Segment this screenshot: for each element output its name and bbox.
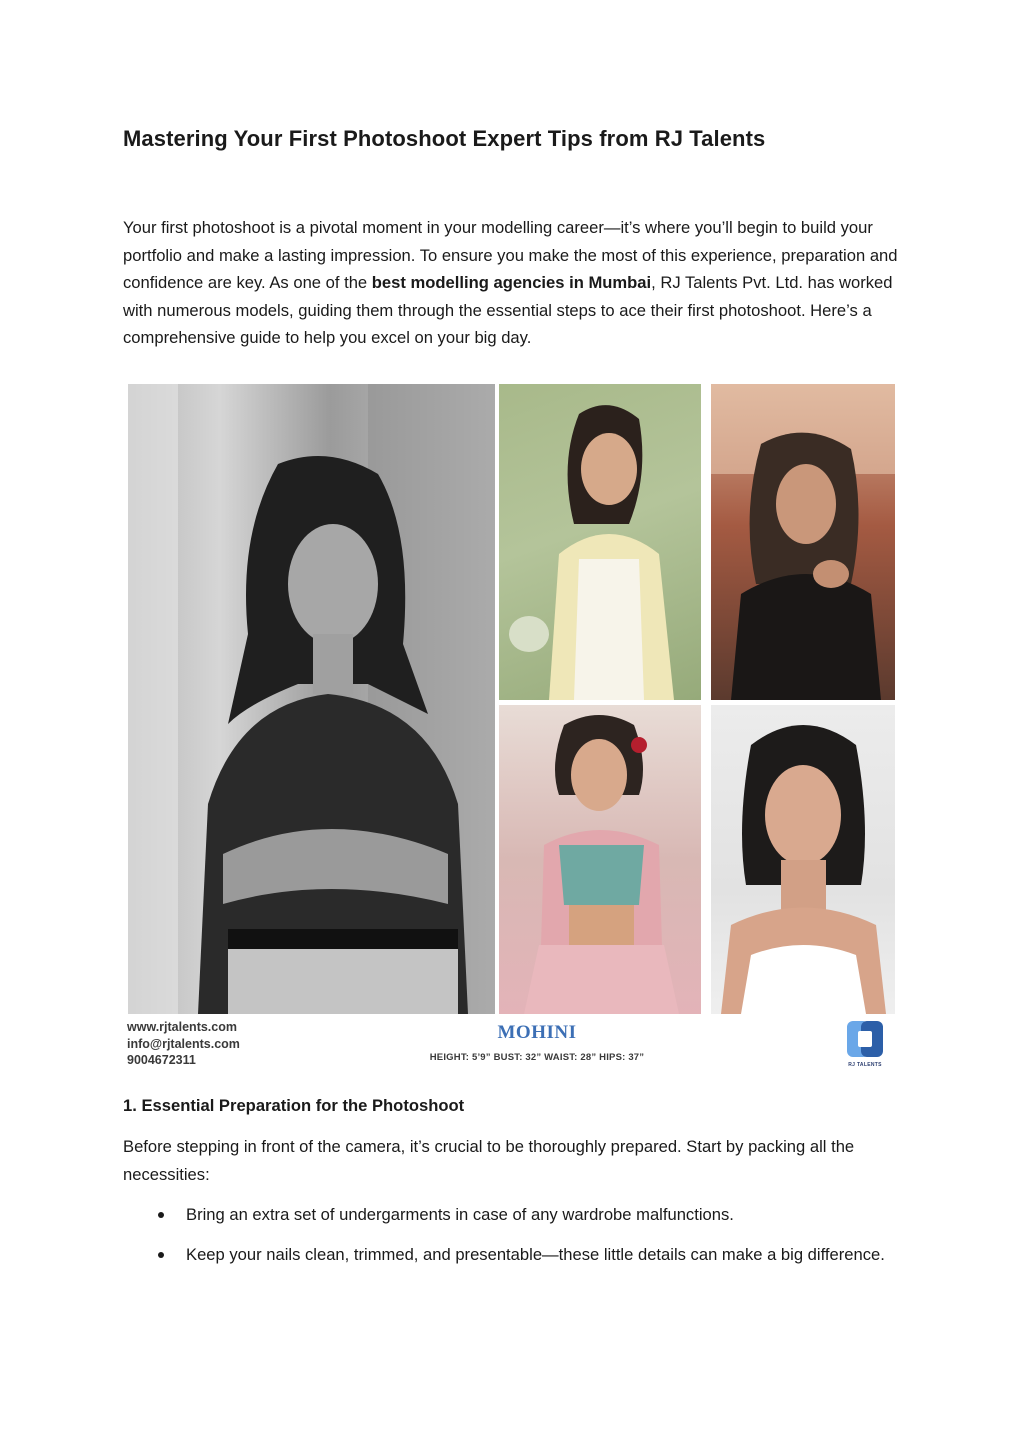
section-heading: 1. Essential Preparation for the Photoshoot [123, 1096, 465, 1115]
photo-white-background [711, 705, 895, 1014]
photo-green-background [499, 384, 701, 700]
logo-caption: RJ TALENTS [848, 1062, 882, 1068]
website-text: www.rjtalents.com [127, 1020, 237, 1034]
rj-logo-icon [845, 1019, 885, 1059]
agency-logo [839, 1019, 889, 1071]
bullet-icon [158, 1252, 164, 1258]
model-figure-icon [499, 705, 701, 1014]
model-name: MOHINI [497, 1022, 577, 1043]
list-item [123, 1241, 899, 1269]
model-stats: HEIGHT: 5’9” BUST: 32” WAIST: 28” HIPS: 37” [429, 1052, 645, 1063]
portrait-silhouette-icon [128, 384, 495, 1014]
list-item-text: Bring an extra set of undergarments in case of any wardrobe malfunctions. [186, 1205, 734, 1224]
bullet-icon [158, 1212, 164, 1218]
tips-list [123, 1201, 899, 1280]
phone-text: 9004672311 [127, 1053, 196, 1067]
model-figure-icon [499, 384, 701, 700]
section-paragraph: Before stepping in front of the camera, it’s crucial to be thoroughly prepared. Start by packing all the necessities: [123, 1137, 855, 1184]
model-figure-icon [711, 384, 895, 700]
list-item-text: Keep your nails clean, trimmed, and presentable—these little details can make a big difference. [186, 1244, 885, 1264]
intro-text-2: , RJ Talents Pvt. Ltd. has worked with numerous models, guiding them through the essential steps to ace their first photoshoot. Here’s a comprehensive guide to help you excel on your big day. [123, 273, 893, 348]
contact-info [127, 1019, 240, 1069]
intro-bold-link: best modelling agencies in Mumbai [371, 273, 652, 293]
photo-cafe-background [711, 384, 895, 700]
email-text: info@rjtalents.com [127, 1036, 240, 1051]
article-title: Mastering Your First Photoshoot Expert Tips from RJ Talents [123, 126, 766, 151]
model-figure-icon [711, 705, 895, 1014]
model-comp-card [127, 383, 895, 1073]
intro-text-1: Your first photoshoot is a pivotal moment in your modelling career—it’s where you’ll begin to build your portfolio and make a lasting impression. To ensure you make the most of this experience, preparation and confidence are key. As one of the [123, 218, 898, 293]
intro-paragraph [123, 214, 899, 352]
photo-traditional-attire [499, 705, 701, 1014]
list-item [123, 1201, 899, 1229]
photo-main-bw-portrait [128, 384, 495, 1014]
